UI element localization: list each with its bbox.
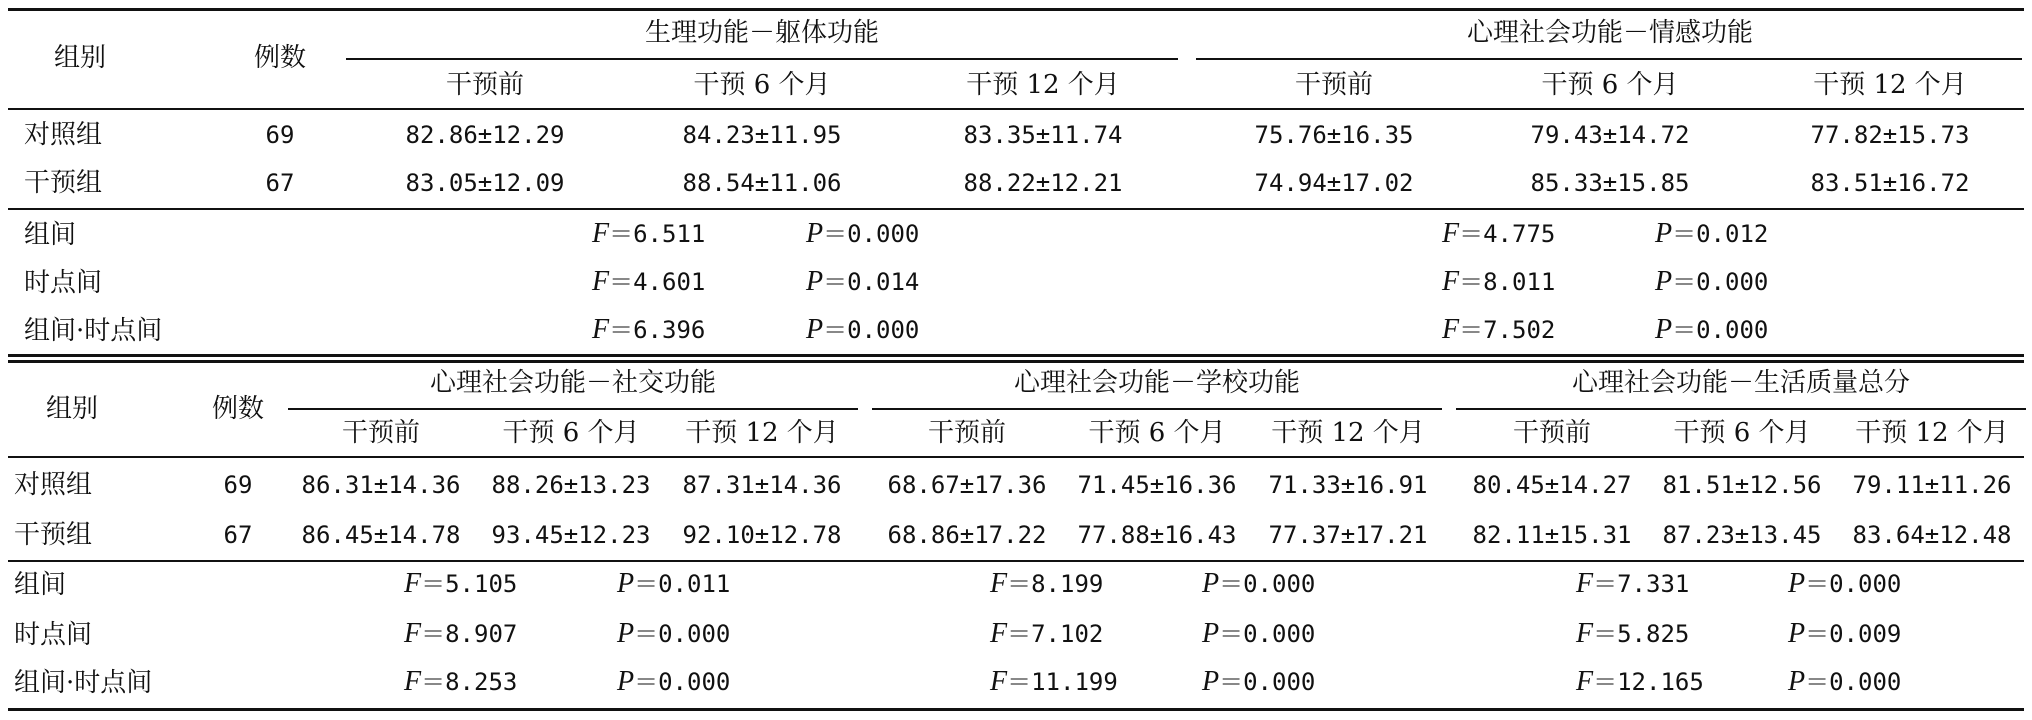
table1-stat1-physical-p: P＝0.014 xyxy=(806,266,920,297)
table2-header-school: 心理社会功能－学校功能 xyxy=(1013,368,1301,398)
table1-stat2-label: 组间·时点间 xyxy=(24,316,163,346)
table1-row0-n: 69 xyxy=(265,121,295,149)
table1-stat2-physical-f: F＝6.396 xyxy=(592,314,706,345)
table2-stat1-social-p: P＝0.000 xyxy=(617,618,731,649)
f-symbol: F xyxy=(404,666,422,697)
table2-stat1-label: 时点间 xyxy=(14,620,93,650)
table1-header-n: 例数 xyxy=(253,43,307,73)
table2-total-group-rule xyxy=(1456,408,2026,410)
table1-stat0-label: 组间 xyxy=(24,220,77,250)
table1-stat1-emotional-f: F＝8.011 xyxy=(1442,266,1556,297)
table2-stat2-total-p: P＝0.000 xyxy=(1788,666,1902,697)
table1-row0-physical-12m: 83.35±11.74 xyxy=(963,121,1123,149)
table2-top-rule xyxy=(8,360,2024,363)
p-symbol: P xyxy=(1202,618,1220,649)
f-symbol: F xyxy=(1442,218,1460,249)
table1-row0-emotional-12m: 77.82±15.73 xyxy=(1810,121,1970,149)
table1-stat1-emotional-p: P＝0.000 xyxy=(1655,266,1769,297)
table1-row1-physical-6m: 88.54±11.06 xyxy=(682,169,842,197)
table2-stat0-social-p: P＝0.011 xyxy=(617,568,731,599)
table2-row1-school-12m: 77.37±17.21 xyxy=(1268,521,1428,549)
f-symbol: F xyxy=(1442,314,1460,345)
p-symbol: P xyxy=(806,314,824,345)
table2-social-time-6m: 干预 6 个月 xyxy=(502,418,640,448)
table1-row1-group: 干预组 xyxy=(24,168,103,198)
table2-row1-group: 干预组 xyxy=(14,520,93,550)
table2-header-social: 心理社会功能－社交功能 xyxy=(429,368,717,398)
table2-data-bottom-rule xyxy=(8,560,2024,562)
table2-row0-total-12m: 79.11±11.26 xyxy=(1852,471,2012,499)
table1-row1-physical-pre: 83.05±12.09 xyxy=(405,169,565,197)
table1-stat1-physical-f: F＝4.601 xyxy=(592,266,706,297)
table2-row1-total-12m: 83.64±12.48 xyxy=(1852,521,2012,549)
table2-social-group-rule xyxy=(288,408,858,410)
p-symbol: P xyxy=(617,618,635,649)
table2-row1-social-pre: 86.45±14.78 xyxy=(301,521,461,549)
p-symbol: P xyxy=(1788,618,1806,649)
table2-row1-total-6m: 87.23±13.45 xyxy=(1662,521,1822,549)
p-symbol: P xyxy=(617,568,635,599)
table2-stat2-total-f: F＝12.165 xyxy=(1576,666,1704,697)
table2-row1-social-6m: 93.45±12.23 xyxy=(491,521,651,549)
p-symbol: P xyxy=(1655,218,1673,249)
table2-total-time-12m: 干预 12 个月 xyxy=(1855,418,2009,448)
table2-stat0-school-p: P＝0.000 xyxy=(1202,568,1316,599)
table1-header-physical: 生理功能－躯体功能 xyxy=(644,18,880,48)
p-symbol: P xyxy=(1202,568,1220,599)
table1-emotional-group-rule xyxy=(1196,58,2022,60)
table2-stat1-school-f: F＝7.102 xyxy=(990,618,1104,649)
table2-row0-group: 对照组 xyxy=(14,470,93,500)
table1-header-group: 组别 xyxy=(53,43,107,73)
p-symbol: P xyxy=(1788,568,1806,599)
table2-row0-total-pre: 80.45±14.27 xyxy=(1472,471,1632,499)
table2-stat0-school-f: F＝8.199 xyxy=(990,568,1104,599)
table2-stat0-total-f: F＝7.331 xyxy=(1576,568,1690,599)
p-symbol: P xyxy=(806,218,824,249)
table2-row0-school-pre: 68.67±17.36 xyxy=(887,471,1047,499)
table2-bottom-rule xyxy=(8,708,2024,711)
table1-row0-emotional-6m: 79.43±14.72 xyxy=(1530,121,1690,149)
table1-stat0-emotional-p: P＝0.012 xyxy=(1655,218,1769,249)
table1-stat0-emotional-f: F＝4.775 xyxy=(1442,218,1556,249)
table2-row0-total-6m: 81.51±12.56 xyxy=(1662,471,1822,499)
table2-header-n: 例数 xyxy=(211,394,265,424)
table2-stat2-social-p: P＝0.000 xyxy=(617,666,731,697)
p-symbol: P xyxy=(806,266,824,297)
table2-row1-school-pre: 68.86±17.22 xyxy=(887,521,1047,549)
table2-row1-social-12m: 92.10±12.78 xyxy=(682,521,842,549)
table2-row1-school-6m: 77.88±16.43 xyxy=(1077,521,1237,549)
table1-emotional-time-pre: 干预前 xyxy=(1294,70,1374,100)
table2-row0-social-12m: 87.31±14.36 xyxy=(682,471,842,499)
table1-header-bottom-rule xyxy=(8,108,2024,110)
table2-header-bottom-rule xyxy=(8,456,2024,458)
table2-row1-n: 67 xyxy=(223,521,253,549)
table1-row1-emotional-6m: 85.33±15.85 xyxy=(1530,169,1690,197)
table2-school-time-6m: 干预 6 个月 xyxy=(1088,418,1226,448)
table1-emotional-time-12m: 干预 12 个月 xyxy=(1813,70,1967,100)
table1-row1-emotional-12m: 83.51±16.72 xyxy=(1810,169,1970,197)
f-symbol: F xyxy=(1576,568,1594,599)
table1-top-rule xyxy=(8,8,2024,11)
p-symbol: P xyxy=(1788,666,1806,697)
f-symbol: F xyxy=(1442,266,1460,297)
p-symbol: P xyxy=(1202,666,1220,697)
table2-social-time-12m: 干预 12 个月 xyxy=(685,418,839,448)
table1-stat1-label: 时点间 xyxy=(24,268,103,298)
p-symbol: P xyxy=(617,666,635,697)
f-symbol: F xyxy=(592,218,610,249)
table2-school-group-rule xyxy=(872,408,1442,410)
table2-stat1-total-f: F＝5.825 xyxy=(1576,618,1690,649)
f-symbol: F xyxy=(404,618,422,649)
table2-row1-total-pre: 82.11±15.31 xyxy=(1472,521,1632,549)
table1-header-emotional: 心理社会功能－情感功能 xyxy=(1466,18,1754,48)
table1-row0-emotional-pre: 75.76±16.35 xyxy=(1254,121,1414,149)
table2-stat1-total-p: P＝0.009 xyxy=(1788,618,1902,649)
table2-stat2-school-p: P＝0.000 xyxy=(1202,666,1316,697)
table2-row0-social-pre: 86.31±14.36 xyxy=(301,471,461,499)
table2-stat0-social-f: F＝5.105 xyxy=(404,568,518,599)
table2-total-time-6m: 干预 6 个月 xyxy=(1673,418,1811,448)
f-symbol: F xyxy=(592,314,610,345)
table2-stat1-social-f: F＝8.907 xyxy=(404,618,518,649)
table1-physical-time-6m: 干预 6 个月 xyxy=(693,70,831,100)
f-symbol: F xyxy=(990,568,1008,599)
table2-stat2-label: 组间·时点间 xyxy=(14,668,153,698)
table1-bottom-rule xyxy=(8,354,2024,357)
table2-header-total: 心理社会功能－生活质量总分 xyxy=(1571,368,1911,398)
table2-row0-school-6m: 71.45±16.36 xyxy=(1077,471,1237,499)
table1-physical-time-pre: 干预前 xyxy=(445,70,525,100)
f-symbol: F xyxy=(592,266,610,297)
table2-row0-social-6m: 88.26±13.23 xyxy=(491,471,651,499)
f-symbol: F xyxy=(990,618,1008,649)
table2-social-time-pre: 干预前 xyxy=(341,418,421,448)
table2-header-group: 组别 xyxy=(45,394,99,424)
table1-data-bottom-rule xyxy=(8,208,2024,210)
table1-row1-physical-12m: 88.22±12.21 xyxy=(963,169,1123,197)
f-symbol: F xyxy=(1576,666,1594,697)
table2-row0-school-12m: 71.33±16.91 xyxy=(1268,471,1428,499)
p-symbol: P xyxy=(1655,314,1673,345)
table1-stat0-physical-p: P＝0.000 xyxy=(806,218,920,249)
table1-physical-time-12m: 干预 12 个月 xyxy=(966,70,1120,100)
table2-row0-n: 69 xyxy=(223,471,253,499)
table2-stat2-school-f: F＝11.199 xyxy=(990,666,1118,697)
table1-row0-physical-pre: 82.86±12.29 xyxy=(405,121,565,149)
table2-stat1-school-p: P＝0.000 xyxy=(1202,618,1316,649)
table1-stat2-physical-p: P＝0.000 xyxy=(806,314,920,345)
table2-stat0-total-p: P＝0.000 xyxy=(1788,568,1902,599)
table2-total-time-pre: 干预前 xyxy=(1512,418,1592,448)
f-symbol: F xyxy=(990,666,1008,697)
f-symbol: F xyxy=(1576,618,1594,649)
table1-row1-emotional-pre: 74.94±17.02 xyxy=(1254,169,1414,197)
table1-row1-n: 67 xyxy=(265,169,295,197)
table2-stat2-social-f: F＝8.253 xyxy=(404,666,518,697)
table2-stat0-label: 组间 xyxy=(14,570,67,600)
table1-stat2-emotional-p: P＝0.000 xyxy=(1655,314,1769,345)
f-symbol: F xyxy=(404,568,422,599)
table1-row0-group: 对照组 xyxy=(24,120,103,150)
table1-stat2-emotional-f: F＝7.502 xyxy=(1442,314,1556,345)
table1-stat0-physical-f: F＝6.511 xyxy=(592,218,706,249)
table1-row0-physical-6m: 84.23±11.95 xyxy=(682,121,842,149)
p-symbol: P xyxy=(1655,266,1673,297)
table2-school-time-12m: 干预 12 个月 xyxy=(1271,418,1425,448)
table1-physical-group-rule xyxy=(346,58,1178,60)
table2-school-time-pre: 干预前 xyxy=(927,418,1007,448)
table1-emotional-time-6m: 干预 6 个月 xyxy=(1541,70,1679,100)
